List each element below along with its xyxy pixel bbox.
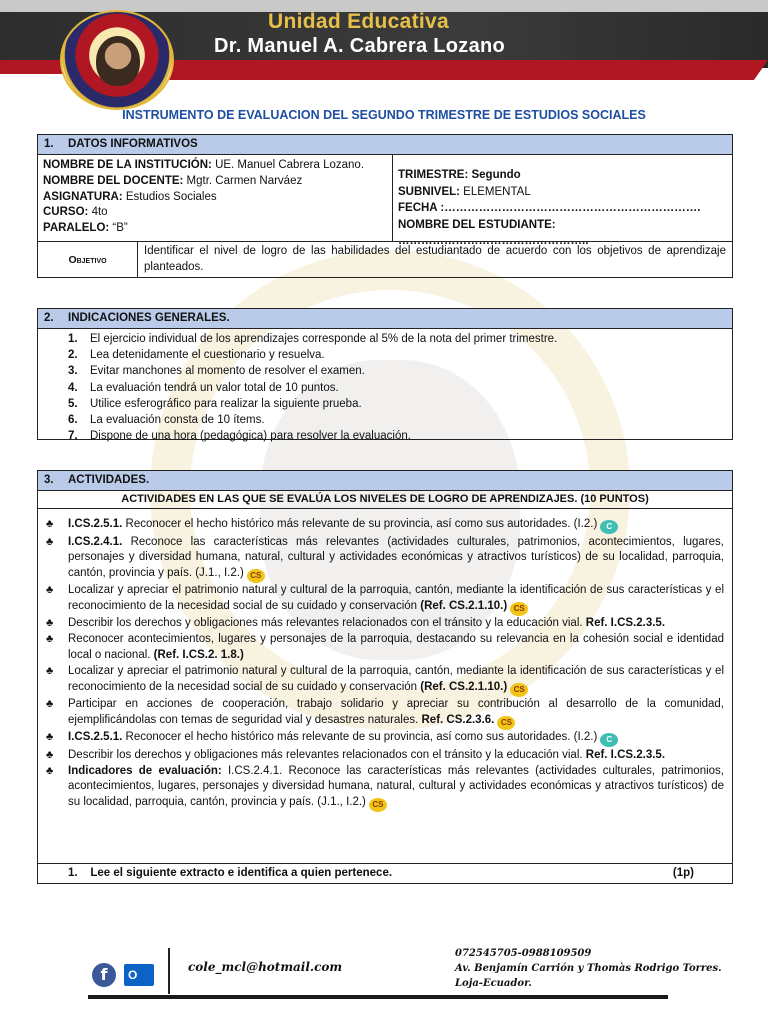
section-datos-informativos	[37, 134, 733, 278]
info-row: TRIMESTRE: Segundo	[398, 169, 521, 181]
section-title: ACTIVIDADES.	[68, 474, 150, 486]
footer-contact	[455, 946, 722, 991]
club-bullet-icon: ♣	[46, 665, 54, 678]
activity-item: ♣ Describir los derechos y obligaciones más relevantes relacionados con el tránsito y la educación vial. Ref. I.CS.2.3.5.	[46, 616, 724, 632]
info-row: NOMBRE DE LA INSTITUCIÓN: UE. Manuel Cabrera Lozano.	[43, 159, 365, 171]
student-name-field[interactable]: NOMBRE DEL ESTUDIANTE: …………………………………………..	[398, 218, 589, 247]
cs-badge-icon: CS	[247, 569, 265, 583]
activity-item: ♣ Indicadores de evaluación: I.CS.2.4.1. Reconoce las características más relevantes (actividades culturales, patrimonios, acontecimientos, lugares, personajes y diversidad humana, natural, cultural y actividades económicas y atractivos turísticos) de su localidad, parroquia, cantón, provincia y país. (J.1., I.2.) CS	[46, 764, 724, 812]
footer-rule	[88, 995, 668, 999]
cs-badge-icon: CS	[497, 716, 515, 730]
club-bullet-icon: ♣	[46, 764, 54, 777]
club-bullet-icon: ♣	[46, 748, 54, 761]
info-row: SUBNIVEL: ELEMENTAL	[398, 185, 531, 198]
activity-item: ♣ Participar en acciones de cooperación, trabajo solidario y apreciar su contribución al desarrollo de la comunidad, ejemplificándolas con temas de seguridad vial y desastres naturales. Ref. CS.2.3.6. CS	[46, 697, 724, 730]
question-text: Lee el siguiente extracto e identifica a quien pertenece.	[90, 867, 393, 879]
list-item: 3. Evitar manchones al momento de resolver el examen.	[68, 365, 365, 378]
section-heading	[38, 135, 732, 155]
school-name-line2: Dr. Manuel A. Cabrera Lozano	[214, 35, 506, 57]
activity-item: ♣ Localizar y apreciar el patrimonio natural y cultural de la parroquia, cantón, mediante la identificación de sus características y el reconocimiento de la necesidad social de su cuidado y conservación (Ref. CS.2.1.10.) CS	[46, 664, 724, 697]
footer-email[interactable]: cole_mcl@hotmail.com	[188, 960, 343, 974]
seal-portrait	[96, 36, 140, 86]
club-bullet-icon: ♣	[46, 698, 54, 711]
objective-label: Objetivo	[38, 242, 138, 278]
section-number: 2.	[44, 312, 54, 324]
objective-row	[38, 241, 732, 277]
list-item: 6. La evaluación consta de 10 ítems.	[68, 414, 265, 427]
cs-badge-icon: CS	[369, 798, 387, 812]
footer-phone: 072545705-0988109509	[455, 948, 592, 959]
section-number: 1.	[44, 138, 54, 150]
date-field[interactable]: FECHA :………………………………………………………….	[398, 202, 701, 214]
section-indicaciones	[37, 308, 733, 443]
activity-item: ♣ Reconocer acontecimientos, lugares y personajes de la parroquia, destacando su relevancia en la cohesión social e identidad local o nacional. (Ref. I.CS.2. 1.8.)	[46, 633, 724, 661]
footer-address-line2: Loja-Ecuador.	[455, 978, 532, 989]
student-info	[393, 155, 732, 247]
question-number: 1.	[68, 867, 78, 879]
section-title: INDICACIONES GENERALES.	[68, 312, 230, 324]
section-actividades	[37, 470, 733, 884]
question-row	[38, 863, 732, 883]
club-bullet-icon: ♣	[46, 731, 54, 744]
activity-item: ♣ I.CS.2.5.1. Reconocer el hecho histórico más relevante de su provincia, así como sus autoridades. (I.2.) C	[46, 730, 724, 747]
instructions-list	[38, 329, 732, 444]
info-row: PARALELO: “B”	[43, 222, 128, 235]
school-name-line1: Unidad Educativa	[268, 10, 450, 33]
document-title: INSTRUMENTO DE EVALUACION DEL SEGUNDO TRIMESTRE DE ESTUDIOS SOCIALES	[122, 108, 646, 122]
info-row: ASIGNATURA: Estudios Sociales	[43, 190, 217, 203]
club-bullet-icon: ♣	[46, 535, 54, 548]
activity-item: ♣ Describir los derechos y obligaciones más relevantes relacionados con el tránsito y la educación vial. Ref. I.CS.2.3.5.	[46, 748, 724, 764]
activity-item: ♣ I.CS.2.5.1. Reconocer el hecho histórico más relevante de su provincia, así como sus autoridades. (I.2.) C	[46, 517, 724, 534]
club-bullet-icon: ♣	[46, 584, 54, 597]
outlook-icon[interactable]: O	[124, 964, 154, 986]
section-number: 3.	[44, 474, 54, 486]
cs-badge-icon: CS	[510, 683, 528, 697]
footer-divider	[168, 948, 170, 994]
list-item: 1. El ejercicio individual de los aprendizajes corresponde al 5% de la nota del primer trimestre.	[68, 333, 558, 345]
school-seal-logo	[60, 10, 174, 110]
c-badge-icon: C	[600, 520, 618, 534]
list-item: 5. Utilice esferográfico para realizar la siguiente prueba.	[68, 397, 362, 410]
objective-text: Identificar el nivel de logro de las habilidades del estudiantado de acuerdo con los objetivos de aprendizaje planteados.	[144, 245, 726, 273]
page-header	[0, 0, 768, 100]
cs-badge-icon: CS	[510, 602, 528, 616]
list-item: 4. La evaluación tendrá un valor total de 10 puntos.	[68, 381, 339, 394]
info-row: CURSO: 4to	[43, 206, 108, 219]
activity-item: ♣ I.CS.2.4.1. Reconoce las características más relevantes (actividades culturales, patrimonios, acontecimientos, lugares, personajes y diversidad humana, natural, cultural y actividades económicas y atractivos turísticos) de su localidad, parroquia, cantón, provincia y país. (J.1., I.2.) CS	[46, 535, 724, 583]
header-red-stripe	[156, 60, 768, 80]
section-heading	[38, 309, 732, 329]
question-points: (1p)	[672, 867, 694, 879]
club-bullet-icon: ♣	[46, 518, 54, 530]
list-item: 2. Lea detenidamente el cuestionario y resuelva.	[68, 349, 325, 362]
activities-list	[38, 509, 732, 812]
info-row: NOMBRE DEL DOCENTE: Mgtr. Carmen Narváez	[43, 174, 303, 187]
section-heading	[38, 471, 732, 491]
facebook-icon[interactable]: f	[92, 963, 116, 987]
c-badge-icon: C	[600, 733, 618, 747]
institution-info	[38, 155, 393, 241]
list-item: 7. Dispone de una hora (pedagógica) para resolver la evaluación.	[68, 430, 411, 443]
club-bullet-icon: ♣	[46, 633, 54, 646]
section-title: DATOS INFORMATIVOS	[68, 138, 198, 150]
footer-address-line1: Av. Benjamín Carrión y Thomàs Rodrigo Torres.	[455, 963, 722, 974]
club-bullet-icon: ♣	[46, 617, 54, 630]
activity-item: ♣ Localizar y apreciar el patrimonio natural y cultural de la parroquia, cantón, mediante la identificación de sus características y el reconocimiento de la necesidad social de su cuidado y conservación (Ref. CS.2.1.10.) CS	[46, 583, 724, 616]
activities-subheading: ACTIVIDADES EN LAS QUE SE EVALÚA LOS NIVELES DE LOGRO DE APRENDIZAJES. (10 PUNTOS)	[38, 491, 732, 509]
